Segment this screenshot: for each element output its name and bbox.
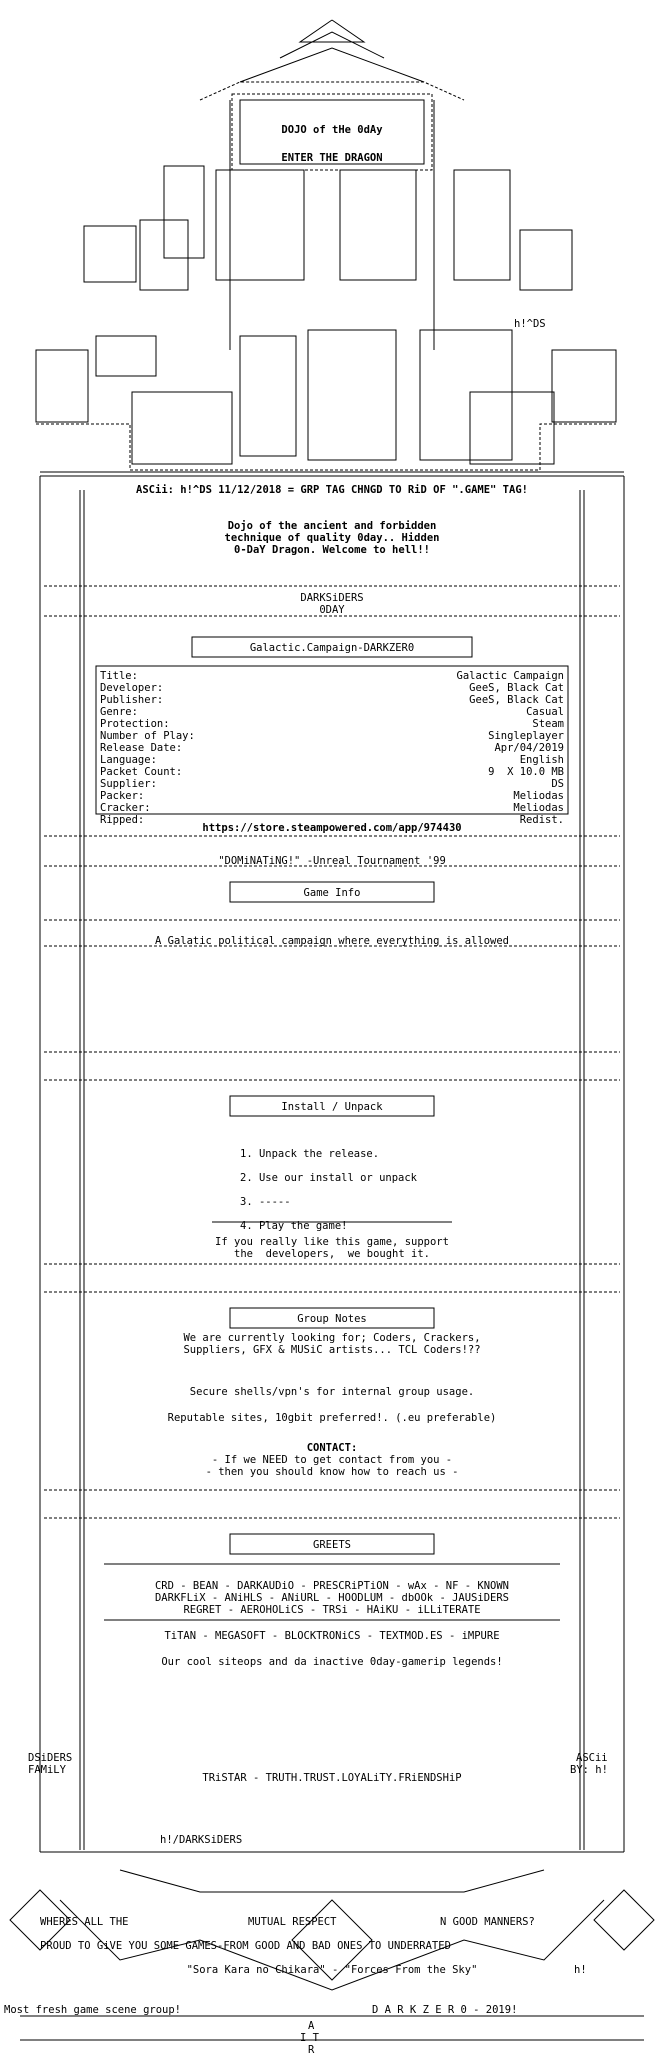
info-value: English xyxy=(519,754,564,766)
darkzero-line: D A R K Z E R 0 - 2019! xyxy=(372,2004,518,2016)
greets-line: CRD - BEAN - DARKAUDiO - PRESCRiPTiON - wAx - NF - KNOWN xyxy=(154,1580,509,1592)
info-value: Meliodas xyxy=(513,802,564,814)
info-label: Release Date: xyxy=(100,742,183,754)
tristar-line: TRiSTAR - TRUTH.TRUST.LOYALiTY.FRiENDSHiP xyxy=(202,1772,462,1784)
info-label: Number of Play: xyxy=(100,730,195,742)
info-label: Supplier: xyxy=(100,778,157,790)
proud-line: PROUD TO GiVE YOU SOME GAMES-FROM GOOD AND BAD ONES TO UNDERRATED xyxy=(40,1940,451,1952)
info-label: Protection: xyxy=(100,718,170,730)
ascii-credit: BY: h! xyxy=(570,1764,608,1776)
info-value: Redist. xyxy=(519,814,564,826)
ds-family: DSiDERS xyxy=(28,1752,73,1764)
info-value: GeeS, Black Cat xyxy=(469,694,564,706)
greets-line: REGRET - AEROHOLiCS - TRSi - HAiKU - iLLiTERATE xyxy=(183,1604,481,1616)
info-label: Title: xyxy=(100,670,138,682)
intro-line: Dojo of the ancient and forbidden xyxy=(227,520,437,532)
install-step: 3. ----- xyxy=(240,1196,291,1208)
fresh-line: Most fresh game scene group! xyxy=(4,2004,182,2016)
group-name: DARKSiDERS xyxy=(300,592,364,604)
info-value: Apr/04/2019 xyxy=(494,742,564,754)
artist-tag: h!^DS xyxy=(514,318,546,330)
hi-tag: h! xyxy=(574,1964,587,1976)
greets-line: DARKFLiX - ANiHLS - ANiURL - HOODLUM - dbOOk - JAUSiDERS xyxy=(154,1592,509,1604)
install-step: 2. Use our install or unpack xyxy=(240,1172,418,1184)
support-line: the developers, we bought it. xyxy=(234,1248,430,1260)
install-step: 1. Unpack the release. xyxy=(240,1148,380,1160)
release-title: Galactic.Campaign-DARKZER0 xyxy=(249,642,415,654)
info-value: Meliodas xyxy=(513,790,564,802)
info-label: Genre: xyxy=(100,706,138,718)
intro-line: technique of quality 0day.. Hidden xyxy=(224,532,440,544)
info-value: Casual xyxy=(526,706,564,718)
ascii-credit: ASCii xyxy=(576,1752,608,1764)
air-r: R xyxy=(308,2044,315,2056)
store-url[interactable]: https://store.steampowered.com/app/974430 xyxy=(202,822,462,834)
songs-line: "Sora Kara no Chikara" - "Forces From the Sky" xyxy=(186,1964,478,1976)
info-value: DS xyxy=(551,778,564,790)
looking-line: Suppliers, GFX & MUSiC artists... TCL Coders!?? xyxy=(183,1344,481,1356)
greets-line: TiTAN - MEGASOFT - BLOCKTRONiCS - TEXTMOD.ES - iMPURE xyxy=(164,1630,500,1642)
info-label: Developer: xyxy=(100,682,164,694)
ds-family: FAMiLY xyxy=(28,1764,66,1776)
enter-dragon: ENTER THE DRAGON xyxy=(281,152,383,164)
game-description: A Galatic political campaign where everything is allowed xyxy=(154,935,509,947)
info-value: Steam xyxy=(532,718,564,730)
contact-line: - If we NEED to get contact from you - xyxy=(211,1454,453,1466)
dragon-pagoda-art xyxy=(36,20,616,470)
dojo-title: DOJO of tHe 0dAy xyxy=(281,124,383,136)
info-value: GeeS, Black Cat xyxy=(469,682,564,694)
info-label: Ripped: xyxy=(100,814,145,826)
info-label: Packet Count: xyxy=(100,766,183,778)
mutual-text: MUTUAL RESPECT xyxy=(248,1916,337,1928)
info-value: 9 X 10.0 MB xyxy=(488,766,564,778)
manners-text: N GOOD MANNERS? xyxy=(440,1916,535,1928)
info-label: Publisher: xyxy=(100,694,164,706)
wheres-text: WHERES ALL THE xyxy=(40,1916,129,1928)
install-heading: Install / Unpack xyxy=(281,1101,383,1113)
tagline: ASCii: h!^DS 11/12/2018 = GRP TAG CHNGD TO RiD OF ".GAME" TAG! xyxy=(136,484,528,496)
info-label: Cracker: xyxy=(100,802,151,814)
looking-line: We are currently looking for; Coders, Crackers, xyxy=(183,1332,481,1344)
group-name-suffix: 0DAY xyxy=(319,604,345,616)
hi-darksiders: h!/DARKSiDERS xyxy=(160,1834,243,1846)
air-it: I T xyxy=(300,2032,319,2044)
install-step: 4. Play the game! xyxy=(240,1220,348,1232)
game-info-heading: Game Info xyxy=(303,887,361,899)
contact-heading: CONTACT: xyxy=(306,1442,358,1454)
info-value: Singleplayer xyxy=(488,730,564,742)
info-label: Language: xyxy=(100,754,157,766)
group-notes-heading: Group Notes xyxy=(297,1313,367,1325)
greets-heading: GREETS xyxy=(313,1539,351,1551)
info-label: Packer: xyxy=(100,790,145,802)
shells-line: Secure shells/vpn's for internal group usage. xyxy=(189,1386,475,1398)
quote: "DOMiNATiNG!" -Unreal Tournament '99 xyxy=(218,855,446,867)
info-value: Galactic Campaign xyxy=(456,670,564,682)
support-line: If you really like this game, support xyxy=(215,1236,449,1248)
greets-line: Our cool siteops and da inactive 0day-gamerip legends! xyxy=(161,1656,503,1668)
intro-line: 0-DaY Dragon. Welcome to hell!! xyxy=(234,544,430,556)
contact-line: - then you should know how to reach us - xyxy=(205,1466,459,1478)
sites-line: Reputable sites, 10gbit preferred!. (.eu preferable) xyxy=(167,1412,497,1424)
air-a: A xyxy=(308,2020,315,2032)
